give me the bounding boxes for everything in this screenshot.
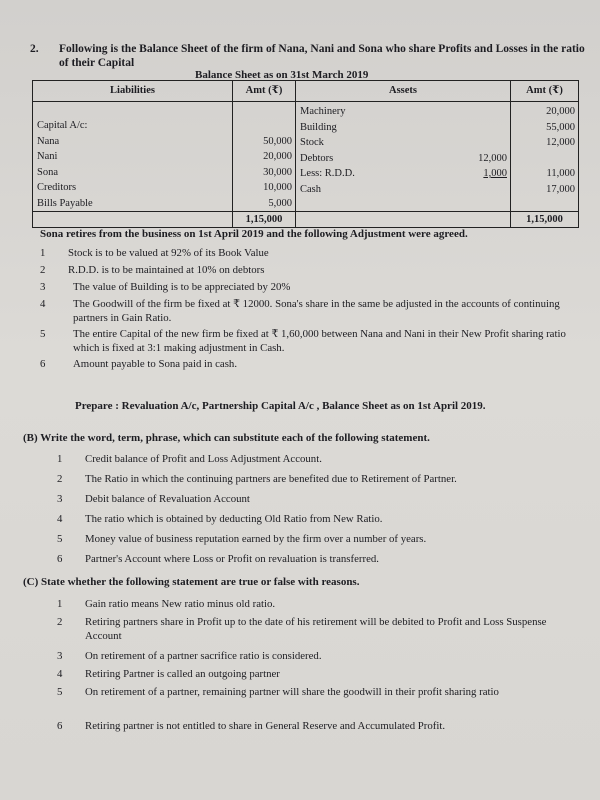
liability-amount: 10,000 xyxy=(263,182,292,193)
asset-amount: 17,000 xyxy=(546,183,575,195)
list-item xyxy=(57,719,582,737)
liability-amount: 20,000 xyxy=(263,151,292,162)
liability-item: Capital A/c: xyxy=(37,120,88,131)
list-item xyxy=(57,512,577,532)
total-left: 1,15,000 xyxy=(233,212,296,228)
item-number: 6 xyxy=(40,358,46,370)
item-number: 3 xyxy=(57,650,63,662)
asset-item: Building xyxy=(300,121,337,133)
total-spacer-left xyxy=(33,212,233,228)
item-number: 2 xyxy=(40,264,46,276)
item-text: Retiring partner is not entitled to share in General Reserve and Accumulated Profit. xyxy=(85,720,446,732)
item-number: 2 xyxy=(57,616,63,628)
list-item xyxy=(40,263,585,280)
item-text: The ratio which is obtained by deducting Old Ratio from New Ratio. xyxy=(85,513,383,525)
asset-inner-amount xyxy=(458,104,510,120)
asset-inner-amount xyxy=(458,135,510,151)
section-c-list xyxy=(57,597,582,737)
header-amount-right: Amt (₹) xyxy=(511,81,579,102)
item-text: Gain ratio means New ratio minus old ratio. xyxy=(85,598,276,610)
adjustments-list xyxy=(40,246,585,372)
table-total-row xyxy=(33,212,579,228)
liability-item: Creditors xyxy=(37,182,77,193)
item-number: 2 xyxy=(57,473,63,485)
retirement-heading: Sona retires from the business on 1st April 2019 and the following Adjustment were agreed. xyxy=(40,228,468,240)
list-item xyxy=(57,667,582,685)
asset-amount xyxy=(511,151,578,167)
item-number: 1 xyxy=(40,247,46,259)
question-number: 2. xyxy=(30,43,39,55)
table-body-row xyxy=(33,102,579,212)
item-text: Retiring partners share in Profit up to the date of his retirement will be debited to Profit and Loss Suspense Account xyxy=(85,616,547,642)
asset-inner-amount: 1,000 xyxy=(483,168,507,179)
asset-amount: 12,000 xyxy=(546,137,575,148)
list-item xyxy=(57,649,582,667)
liability-item: Bills Payable xyxy=(37,197,93,209)
list-item xyxy=(40,246,585,263)
list-item xyxy=(57,472,577,492)
asset-item: Debtors xyxy=(300,152,334,164)
item-text: R.D.D. is to be maintained at 10% on debtors xyxy=(68,264,265,276)
balance-sheet-title: Balance Sheet as on 31st March 2019 xyxy=(195,69,369,81)
section-b-heading: (B) Write the word, term, phrase, which can substitute each of the following statement. xyxy=(23,432,430,444)
item-text: On retirement of a partner, remaining partner will share the goodwill in their profit sharing ratio xyxy=(85,686,499,698)
balance-sheet-table xyxy=(32,80,579,228)
list-item xyxy=(57,552,577,572)
item-text: Debit balance of Revaluation Account xyxy=(85,493,250,505)
prepare-instruction: Prepare : Revaluation A/c, Partnership Capital A/c , Balance Sheet as on 1st April 2019. xyxy=(75,400,486,412)
asset-amount: 55,000 xyxy=(546,121,575,133)
item-number: 6 xyxy=(57,720,63,732)
list-item xyxy=(40,357,585,372)
item-text: Retiring Partner is called an outgoing partner xyxy=(85,668,280,680)
header-amount-left: Amt (₹) xyxy=(233,81,296,102)
item-number: 3 xyxy=(57,493,63,505)
item-number: 4 xyxy=(57,513,63,525)
liability-amounts-cell xyxy=(233,102,296,212)
item-text: The value of Building is to be appreciated by 20% xyxy=(73,281,291,293)
total-right: 1,15,000 xyxy=(511,212,579,228)
item-number: 4 xyxy=(57,668,63,680)
list-item xyxy=(57,685,582,719)
total-spacer-right xyxy=(296,212,511,228)
item-text: The Ratio in which the continuing partners are benefited due to Retirement of Partner. xyxy=(85,473,457,485)
asset-item: Cash xyxy=(300,183,321,195)
assets-cell xyxy=(296,102,511,212)
list-item xyxy=(57,532,577,552)
liabilities-cell xyxy=(33,102,233,212)
liability-amount xyxy=(233,118,295,134)
list-item xyxy=(57,452,577,472)
item-text: On retirement of a partner sacrifice ratio is considered. xyxy=(85,650,322,662)
asset-amount: 20,000 xyxy=(546,106,575,117)
header-liabilities: Liabilities xyxy=(33,81,233,102)
item-text: Money value of business reputation earned by the firm over a number of years. xyxy=(85,533,427,545)
asset-item: Machinery xyxy=(300,106,346,117)
question-text: Following is the Balance Sheet of the firm of Nana, Nani and Sona who share Profits and Losses in the ratio of their Capital xyxy=(59,43,585,69)
list-item xyxy=(40,280,585,297)
item-number: 6 xyxy=(57,553,63,565)
asset-item: Less: R.D.D. xyxy=(300,168,355,179)
table-header-row xyxy=(33,81,579,102)
liability-amount: 30,000 xyxy=(263,166,292,178)
item-number: 5 xyxy=(57,686,63,698)
item-number: 4 xyxy=(40,298,46,310)
list-item xyxy=(40,297,585,327)
item-number: 1 xyxy=(57,453,63,465)
liability-item: Nani xyxy=(37,151,58,162)
item-text: Credit balance of Profit and Loss Adjustment Account. xyxy=(85,453,322,465)
list-item xyxy=(57,615,582,649)
header-assets: Assets xyxy=(296,81,511,102)
section-b-list xyxy=(57,452,577,572)
list-item xyxy=(40,327,585,357)
section-c-heading: (C) State whether the following statement are true or false with reasons. xyxy=(23,576,360,588)
liability-item: Sona xyxy=(37,166,58,178)
list-item xyxy=(57,597,582,615)
liability-amount: 5,000 xyxy=(268,197,292,209)
liability-amount: 50,000 xyxy=(263,135,292,147)
asset-item: Stock xyxy=(300,137,324,148)
item-text: Partner's Account where Loss or Profit on revaluation is transferred. xyxy=(85,553,379,565)
item-text: Amount payable to Sona paid in cash. xyxy=(73,358,238,370)
item-number: 5 xyxy=(57,533,63,545)
asset-amounts-cell xyxy=(511,102,579,212)
liability-item: Nana xyxy=(37,135,60,147)
asset-inner-amount xyxy=(458,182,510,198)
asset-inner-amount xyxy=(458,120,510,136)
item-number: 3 xyxy=(40,281,46,293)
item-number: 1 xyxy=(57,598,63,610)
asset-amount: 11,000 xyxy=(546,168,575,179)
item-number: 5 xyxy=(40,328,46,340)
item-text: The entire Capital of the new firm be fixed at ₹ 1,60,000 between Nana and Nani in their New Profit sharing ratio which is fixed at 3:1 making adjustment in Cash. xyxy=(73,328,566,354)
list-item xyxy=(57,492,577,512)
item-text: Stock is to be valued at 92% of its Book Value xyxy=(68,247,269,259)
item-text: The Goodwill of the firm be fixed at ₹ 12000. Sona's share in the same be adjusted in the accounts of continuing partners in Gain Ratio. xyxy=(73,298,560,324)
asset-inner-amount: 12,000 xyxy=(478,152,507,164)
